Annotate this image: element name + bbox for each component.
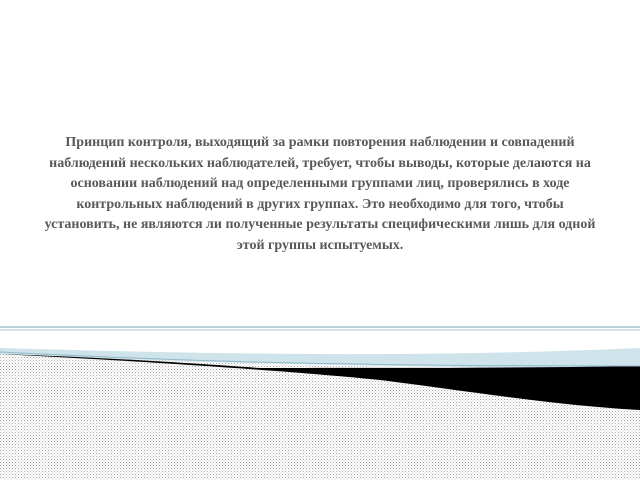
bottom-decoration xyxy=(0,318,640,480)
body-text: Принцип контроля, выходящий за рамки повторения наблюдении и совпадений наблюдений нескольких наблюдателей, требует, чтобы выводы, которые делаются на основании наблюдений над определенными группами лиц, проверялись в ходе контрольных наблюдений в других группах. Это необходимо для того, чтобы установить, не являются ли полученные результаты специфическими лишь для одной этой группы испытуемых. xyxy=(44,135,596,253)
